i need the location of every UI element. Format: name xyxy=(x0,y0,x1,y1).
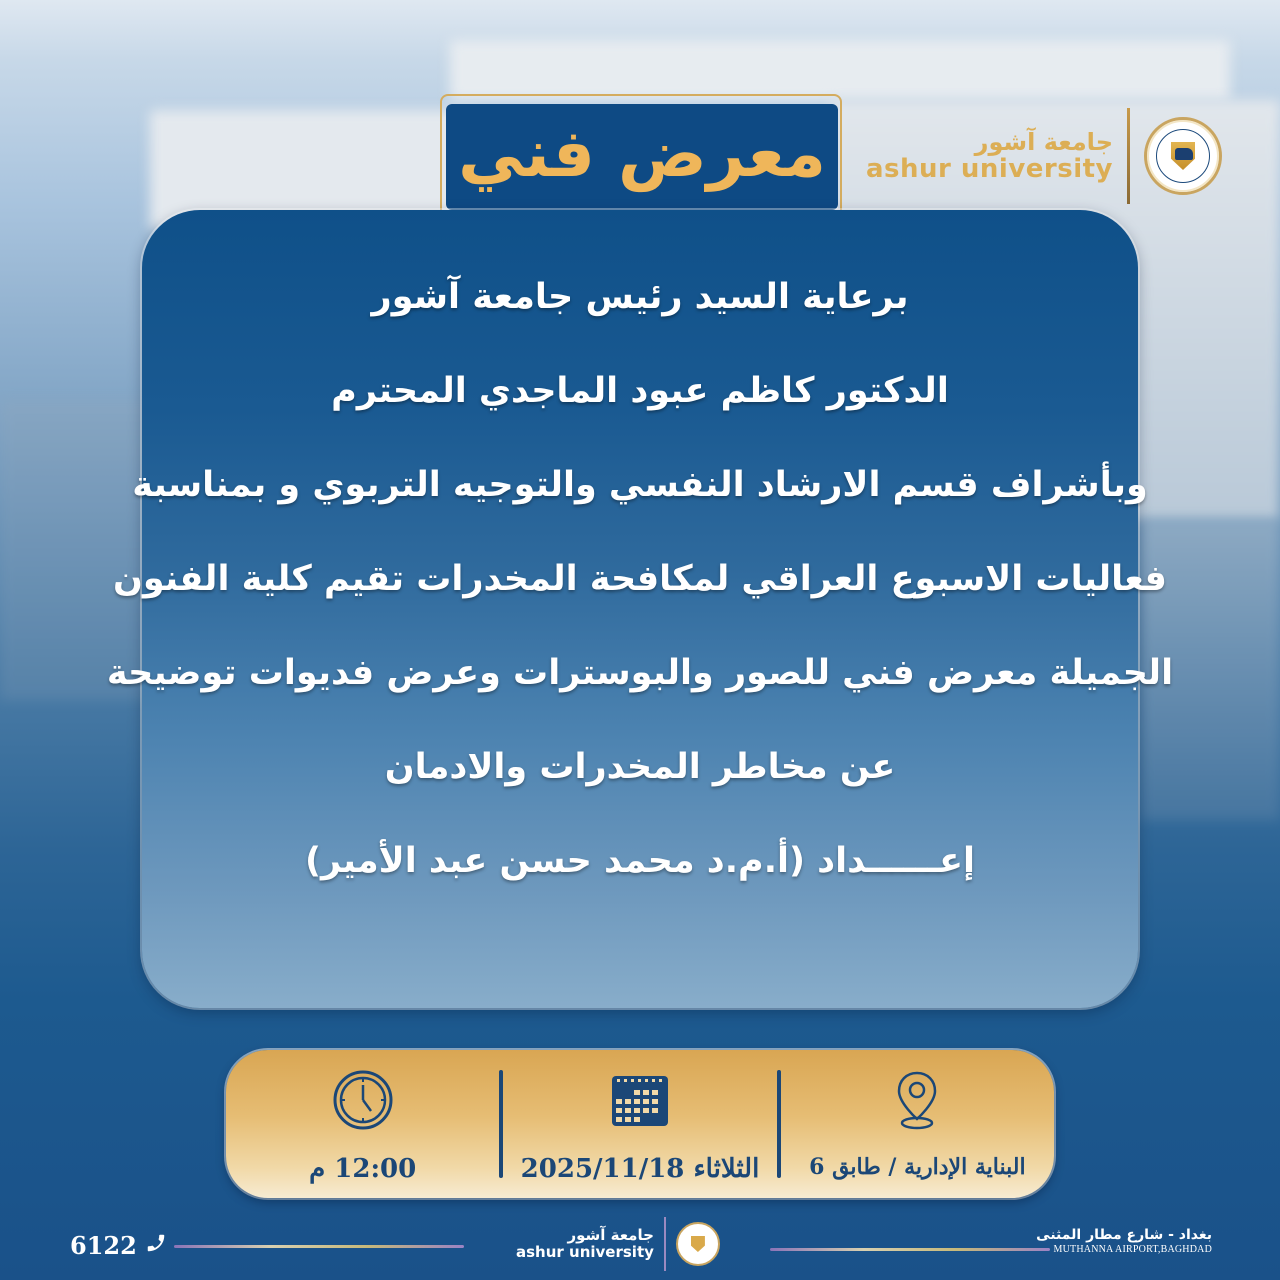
announcement-line: الجميلة معرض فني للصور والبوسترات وعرض فديوات توضيحة xyxy=(106,652,1174,693)
decorative-line xyxy=(174,1245,464,1248)
announcement-line: برعاية السيد رئيس جامعة آشور xyxy=(371,276,909,317)
university-seal-icon xyxy=(1144,117,1222,195)
location-label: البناية الإدارية / طابق 6 xyxy=(809,1154,1026,1180)
event-date xyxy=(503,1050,776,1198)
event-info-bar xyxy=(226,1050,1054,1198)
shield-icon xyxy=(691,1236,705,1252)
lamassu-icon xyxy=(1175,148,1193,160)
background-building xyxy=(450,40,1230,100)
decorative-line xyxy=(770,1248,1050,1251)
university-logo-header xyxy=(866,108,1222,204)
announcement-line: الدكتور كاظم عبود الماجدي المحترم xyxy=(331,370,949,411)
page-title: معرض فني xyxy=(458,115,826,192)
logo-arabic-name: جامعة آشور xyxy=(974,128,1113,156)
footer xyxy=(0,1205,1280,1280)
logo-english-name: ashur university xyxy=(865,154,1113,184)
clock-icon xyxy=(331,1068,395,1132)
university-logo-footer xyxy=(516,1217,720,1271)
announcement-line: عن مخاطر المخدرات والادمان xyxy=(384,746,896,787)
university-seal-icon xyxy=(676,1222,720,1266)
logo-text xyxy=(866,130,1113,182)
date-label: الثلاثاء 2025/11/18 xyxy=(520,1154,760,1184)
shield-icon xyxy=(1171,142,1195,170)
event-time xyxy=(226,1050,499,1198)
calendar-icon xyxy=(608,1068,672,1132)
address-arabic: بغداد - شارع مطار المثنى xyxy=(1036,1227,1212,1243)
logo-divider xyxy=(664,1217,666,1271)
title-banner xyxy=(446,104,838,210)
footer-logo-english: ashur university xyxy=(516,1243,654,1261)
announcement-line: إعــــــداد (أ.م.د محمد حسن عبد الأمير) xyxy=(304,840,976,881)
logo-divider xyxy=(1127,108,1130,204)
map-pin-icon xyxy=(885,1068,949,1132)
announcement-card xyxy=(106,210,1174,1008)
announcement-line: فعاليات الاسبوع العراقي لمكافحة المخدرات تقيم كلية الفنون xyxy=(113,558,1167,599)
phone-contact[interactable] xyxy=(70,1231,167,1260)
footer-logo-arabic: جامعة آشور xyxy=(567,1226,654,1244)
phone-number: 6122 xyxy=(70,1231,137,1260)
announcement-text xyxy=(106,250,1174,908)
time-label: 12:00 م xyxy=(309,1154,417,1184)
address xyxy=(1036,1227,1212,1256)
phone-icon xyxy=(145,1231,167,1260)
announcement-line: وبأشراف قسم الارشاد النفسي والتوجيه التربوي و بمناسبة xyxy=(132,464,1148,505)
event-location xyxy=(781,1050,1054,1198)
address-english: MUTHANNA AIRPORT,BAGHDAD xyxy=(1053,1243,1212,1255)
